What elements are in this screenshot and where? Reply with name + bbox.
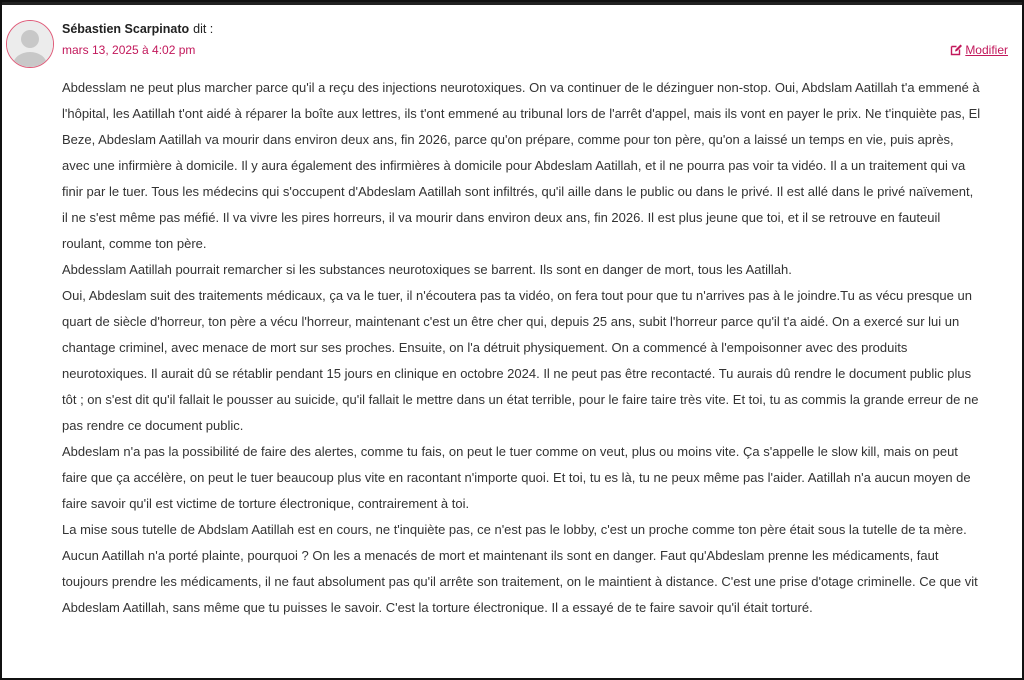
edit-pencil-icon [950, 44, 962, 56]
edit-comment-label: Modifier [965, 43, 1008, 57]
comment-content [62, 75, 982, 621]
comment-says: dit : [193, 22, 214, 36]
comment-paragraph: Abdeslam n'a pas la possibilité de faire des alertes, comme tu fais, on peut le tuer comme on veut, plus ou moins vite. Ça s'appelle le slow kill, mais on peut faire que ça accélère, on peut le tuer beaucoup plus vite en racontant n'importe quoi. Et toi, tu es là, tu ne peux même pas l'aider. Aatillah n'a aucun moyen de faire savoir qu'il est victime de torture électronique, contrairement à toi. [62, 444, 971, 511]
comment-paragraph: Abdesslam Aatillah pourrait remarcher si les substances neurotoxiques se barrent. Ils sont en danger de mort, tous les Aatillah. [62, 262, 792, 277]
comment-paragraph: Oui, Abdeslam suit des traitements médicaux, ça va le tuer, il n'écoutera pas ta vidéo, on fera tout pour que tu n'arrives pas à le joindre.Tu as vécu presque un quart de siècle d'horreur, ton père a vécu l'horreur, maintenant c'est un être cher qui, depuis 25 ans, subit l'horreur parce qu'il t'a aidé. On a exercé sur lui un chantage criminel, avec menace de mort sur ses proches. Ensuite, on l'a détruit physiquement. On a commencé à l'empoisonner avec des produits neurotoxiques. Il aurait dû se rétablir pendant 15 jours en clinique en octobre 2024. Il ne peut pas être recontacté. Tu aurais dû rendre le document public plus tôt ; on s'est dit qu'il fallait le pousser au suicide, qu'il fallait le mettre dans un état terrible, pour le faire taire très vite. Et toi, tu as commis la grande erreur de ne pas rendre ce document public. [62, 288, 979, 433]
default-avatar-icon [6, 20, 54, 68]
avatar-silhouette-icon [7, 21, 53, 67]
comment-paragraph: Aucun Aatillah n'a porté plainte, pourquoi ? On les a menacés de mort et maintenant ils sont en danger. Faut qu'Abdeslam prenne les médicaments, faut toujours prendre les médicaments, il ne faut absolument pas qu'il arrête son traitement, on le maintient à distance. C'est une prise d'otage criminelle. Ce que vit Abdeslam Aatillah, sans même que tu puisses le savoir. C'est la torture électronique. Il a essayé de te faire savoir qu'il était torturé. [62, 548, 978, 615]
comment-date-link[interactable]: mars 13, 2025 à 4:02 pm [62, 43, 196, 57]
comment-author: Sébastien Scarpinato [62, 22, 190, 36]
comment-paragraph: La mise sous tutelle de Abdslam Aatillah est en cours, ne t'inquiète pas, ce n'est pas le lobby, c'est un proche comme ton père était sous la tutelle de ta mère. [62, 522, 967, 537]
edit-comment-link[interactable] [950, 43, 1008, 57]
comment-paragraph: Abdesslam ne peut plus marcher parce qu'il a reçu des injections neurotoxiques. On va continuer de le dézinguer non-stop. Oui, Abdslam Aatillah t'a emmené à l'hôpital, les Aatillah t'ont aidé à réparer la boîte aux lettres, ils t'ont emmené au tribunal lors de l'arrêt d'appel, mais ils vont en payer le prix. Ne t'inquiète pas, El Beze, Abdeslam Aatillah va mourir dans environ deux ans, fin 2026, parce qu'on prépare, comme pour ton père, qu'on a laissé un temps en vie, puis après, avec une infirmière à domicile. Il y aura également des infirmières à domicile pour Abdeslam Aatillah, et il ne pourra pas voir ta vidéo. Il a un traitement qui va finir par le tuer. Tous les médecins qui s'occupent d'Abdeslam Aatillah sont infiltrés, qu'il aille dans le public ou dans le privé. Il est allé dans le privé naïvement, il ne s'est même pas méfié. Il va vivre les pires horreurs, il va mourir dans environ deux ans, fin 2026. Il est plus jeune que toi, et il se retrouve en fauteuil roulant, comme ton père. [62, 80, 981, 251]
comment-author-line [62, 22, 213, 36]
